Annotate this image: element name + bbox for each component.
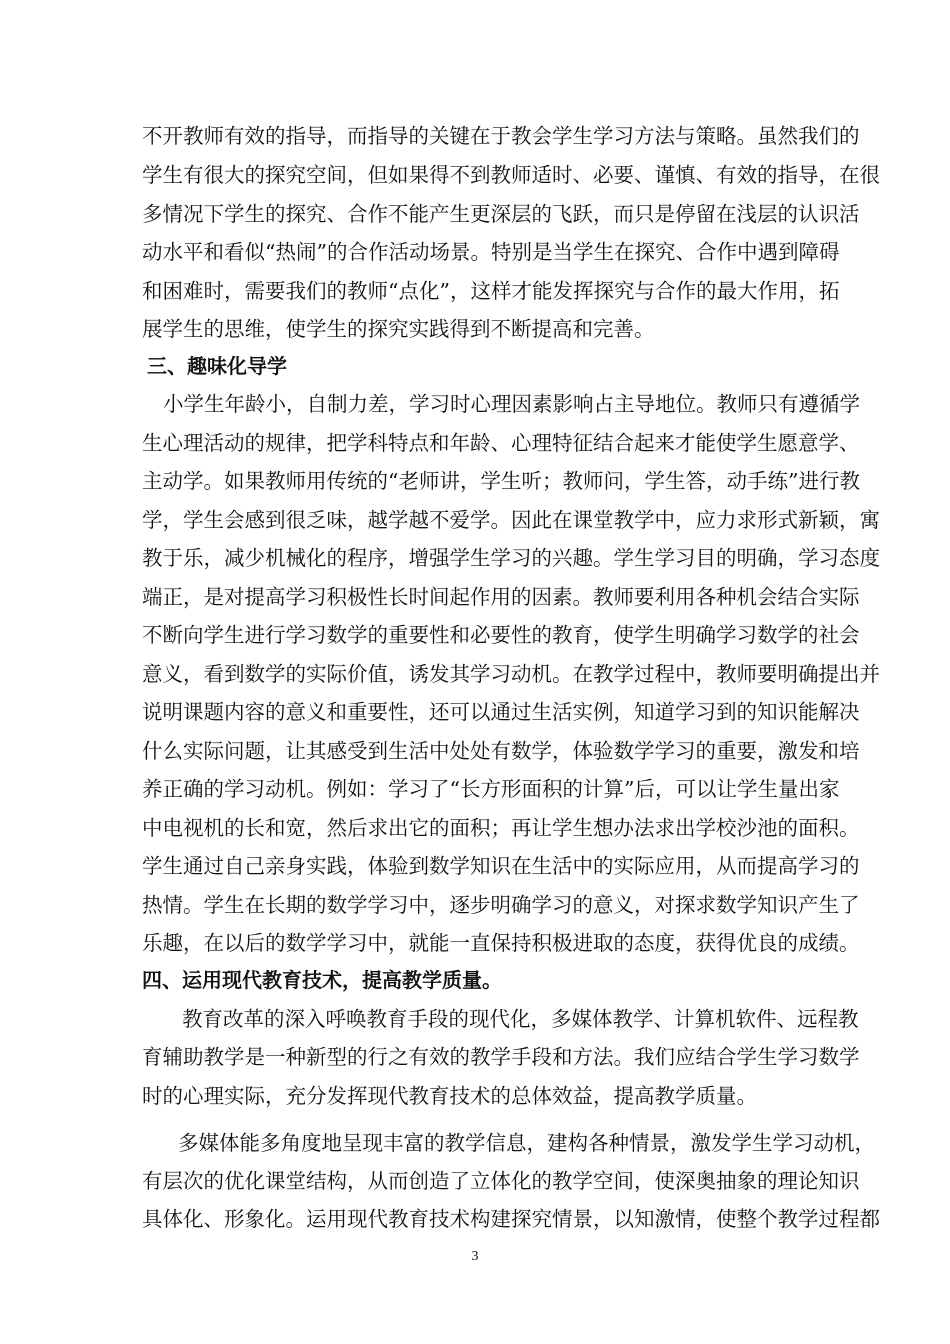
text-line: 不开教师有效的指导，而指导的关键在于教会学生学习方法与策略。虽然我们的 [142,124,860,148]
text-line: 展学生的思维，使学生的探究实践得到不断提高和完善。 [142,317,655,341]
text-line: 说明课题内容的意义和重要性，还可以通过生活实例，知道学习到的知识能解决 [142,700,860,724]
text-line: 动水平和看似“热闹”的合作活动场景。特别是当学生在探究、合作中遇到障碍 [142,240,840,264]
text-line: 学，学生会感到很乏味，越学越不爱学。因此在课堂教学中，应力求形式新颖，寓 [142,508,880,532]
text-line: 多情况下学生的探究、合作不能产生更深层的飞跃，而只是停留在浅层的认识活 [142,202,860,226]
text-line: 什么实际问题，让其感受到生活中处处有数学，体验数学学习的重要，激发和培 [142,739,860,763]
text-line: 具体化、形象化。运用现代教育技术构建探究情景，以知激情，使整个教学过程都 [142,1207,880,1231]
text-line: 有层次的优化课堂结构，从而创造了立体化的教学空间，使深奥抽象的理论知识 [142,1169,860,1193]
text-line: 小学生年龄小，自制力差，学习时心理因素影响占主导地位。教师只有遵循学 [163,392,860,416]
text-line: 不断向学生进行学习数学的重要性和必要性的教育，使学生明确学习数学的社会 [142,623,860,647]
text-line: 学生通过自己亲身实践，体验到数学知识在生活中的实际应用，从而提高学习的 [142,854,860,878]
text-line: 养正确的学习动机。例如：学习了“长方形面积的计算”后，可以让学生量出家 [142,777,840,801]
text-line: 教育改革的深入呼唤教育手段的现代化，多媒体教学、计算机软件、远程教 [182,1007,859,1031]
text-line: 端正，是对提高学习积极性长时间起作用的因素。教师要利用各种机会结合实际 [142,585,860,609]
text-line: 热情。学生在长期的数学学习中，逐步明确学习的意义，对探求数学知识产生了 [142,893,860,917]
text-line: 学生有很大的探究空间，但如果得不到教师适时、必要、谨慎、有效的指导，在很 [142,163,880,187]
text-line: 意义，看到数学的实际价值，诱发其学习动机。在教学过程中，教师要明确提出并 [142,662,880,686]
text-line: 教于乐，减少机械化的程序，增强学生学习的兴趣。学生学习目的明确，学习态度 [142,546,880,570]
text-line: 和困难时，需要我们的教师“点化”，这样才能发挥探究与合作的最大作用，拓 [142,279,840,303]
section-heading: 三、趣味化导学 [147,354,287,378]
text-line: 时的心理实际，充分发挥现代教育技术的总体效益，提高教学质量。 [142,1084,757,1108]
text-line: 中电视机的长和宽，然后求出它的面积；再让学生想办法求出学校沙池的面积。 [142,816,860,840]
section-heading: 四、运用现代教育技术，提高教学质量。 [142,968,502,992]
text-line: 主动学。如果教师用传统的“老师讲，学生听；教师问，学生答，动手练”进行教 [142,469,860,493]
text-line: 多媒体能多角度地呈现丰富的教学信息，建构各种情景，激发学生学习动机， [178,1131,875,1155]
text-line: 育辅助教学是一种新型的行之有效的教学手段和方法。我们应结合学生学习数学 [142,1045,860,1069]
text-line: 乐趣，在以后的数学学习中，就能一直保持积极进取的态度，获得优良的成绩。 [142,931,860,955]
text-line: 生心理活动的规律，把学科特点和年龄、心理特征结合起来才能使学生愿意学、 [142,431,860,455]
page-number: 3 [471,1249,479,1264]
